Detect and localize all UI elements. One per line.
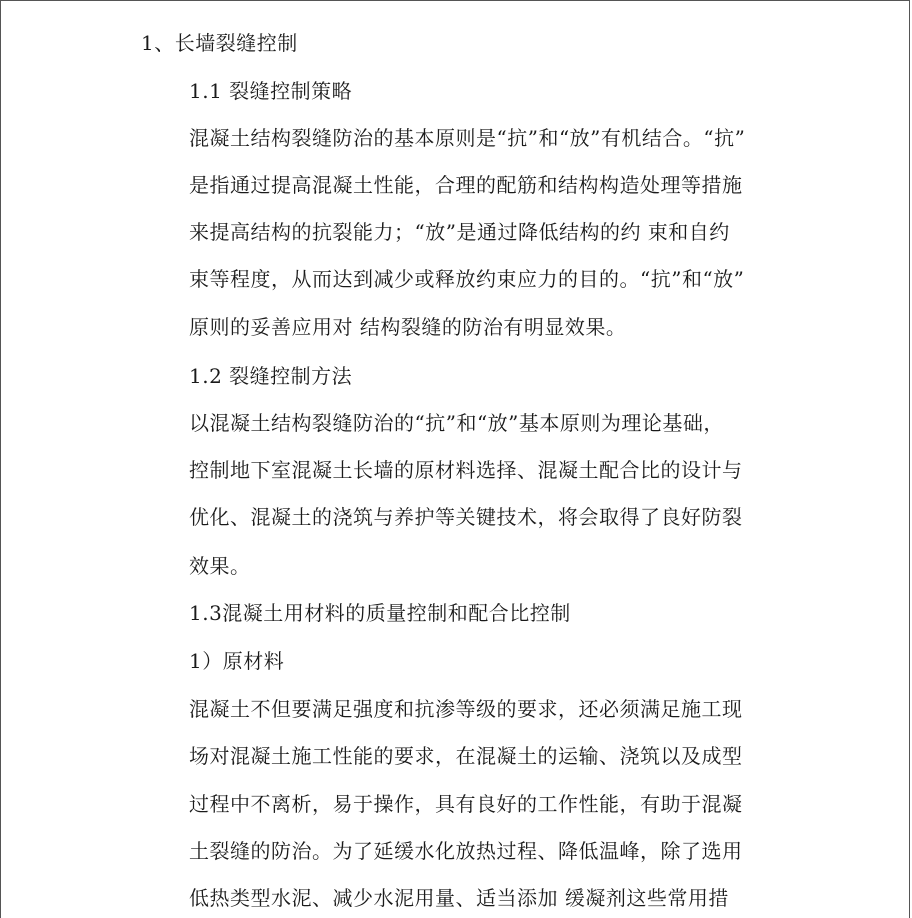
- paragraph-line: 束等程度，从而达到减少或释放约束应力的目的。“抗”和“放”: [189, 267, 745, 291]
- paragraph-line: 效果。: [189, 554, 251, 578]
- paragraph-line: 控制地下室混凝土长墙的原材料选择、混凝土配合比的设计与: [189, 458, 743, 482]
- list-heading: 1）原材料: [189, 649, 285, 673]
- paragraph-line: 是指通过提高混凝土性能，合理的配筋和结构构造处理等措施: [189, 173, 743, 197]
- paragraph-line: 以混凝土结构裂缝防治的“抗”和“放”基本原则为理论基础，: [189, 411, 724, 435]
- subsection-heading: 1.1 裂缝控制策略: [189, 79, 353, 103]
- paragraph-line: 优化、混凝土的浇筑与养护等关键技术，将会取得了良好防裂: [189, 505, 743, 529]
- paragraph-line: 土裂缝的防治。为了延缓水化放热过程、降低温峰，除了选用: [189, 839, 743, 863]
- paragraph-line: 场对混凝土施工性能的要求，在混凝土的运输、浇筑以及成型: [189, 744, 743, 768]
- paragraph-line: 原则的妥善应用对 结构裂缝的防治有明显效果。: [189, 315, 627, 339]
- subsection-heading: 1.2 裂缝控制方法: [189, 364, 353, 388]
- section-heading: 1、长墙裂缝控制: [141, 31, 298, 55]
- paragraph-line: 混凝土不但要满足强度和抗渗等级的要求，还必须满足施工现: [189, 697, 743, 721]
- paragraph-line: 混凝土结构裂缝防治的基本原则是“抗”和“放”有机结合。“抗”: [189, 126, 746, 150]
- paragraph-line: 来提高结构的抗裂能力；“放”是通过降低结构的约 束和自约: [189, 220, 730, 244]
- paragraph-line: 过程中不离析，易于操作，具有良好的工作性能，有助于混凝: [189, 792, 743, 816]
- subsection-heading: 1.3混凝土用材料的质量控制和配合比控制: [189, 601, 571, 625]
- paragraph-line: 低热类型水泥、减少水泥用量、适当添加 缓凝剂这些常用措: [189, 886, 729, 910]
